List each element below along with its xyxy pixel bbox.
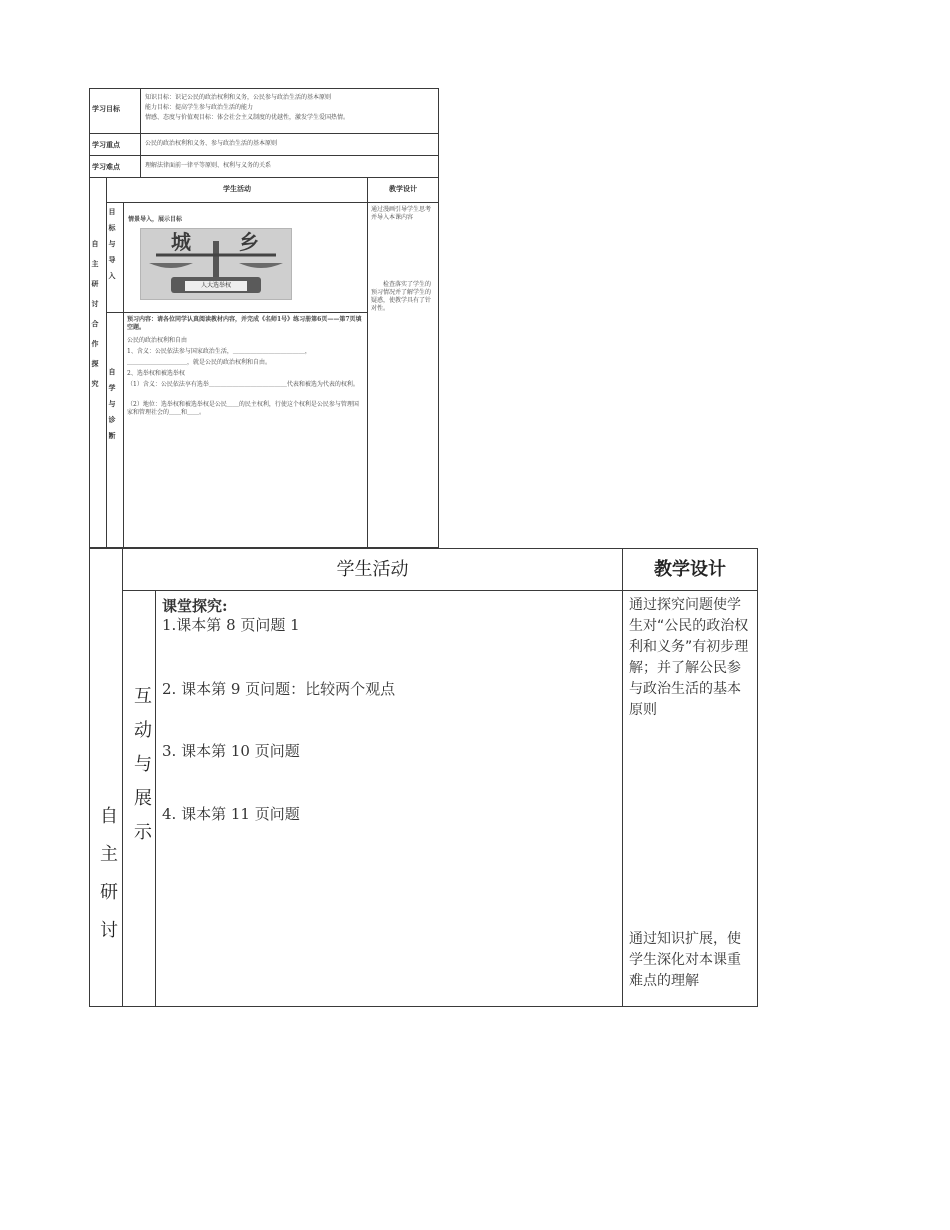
goals-line-2: 能力目标：提高学生参与政治生活的能力 xyxy=(145,104,254,111)
scale-right-text: 乡 xyxy=(239,230,259,254)
focus-text: 公民的政治权利和义务、参与政治生活的基本原则 xyxy=(145,140,278,147)
goals-line-1: 知识目标：识记公民的政治权利和义务，公民参与政治生活的基本原则 xyxy=(145,94,332,101)
scale-cartoon-image xyxy=(140,228,292,300)
bottom-header-teaching: 教学设计 xyxy=(654,559,726,580)
goals-line-3: 情感、态度与价值观目标：体会社会主义制度的优越性，激发学生爱国热情。 xyxy=(145,114,350,121)
bottom-header-student: 学生活动 xyxy=(336,559,409,580)
difficulty-label: 学习难点 xyxy=(92,162,120,171)
bottom-side-label: 自主研讨 xyxy=(97,806,118,958)
self-study-line-5: （1）含义：公民依法享有选举＿＿＿＿＿＿＿＿＿＿＿＿＿代表和被选为代表的权利。 xyxy=(127,381,359,388)
bottom-design-note-2: 通过知识扩展，使学生深化对本课重难点的理解 xyxy=(629,931,741,989)
intro-section-label: 目标与导入 xyxy=(108,208,117,288)
intro-design-note: 通过漫画引导学生思考并导入本课内容 xyxy=(371,206,432,221)
top-header-student: 学生活动 xyxy=(223,184,251,193)
scale-plate-label: 人大选举权 xyxy=(185,281,247,291)
bottom-sub-label: 互动与展示 xyxy=(131,686,152,856)
inquiry-item-4: 4. 课本第 11 页问题 xyxy=(162,805,300,823)
bottom-design-note-1: 通过探究问题使学生对“公民的政治权利和义务”有初步理解；并了解公民参与政治生活的基本原则 xyxy=(629,597,749,718)
goals-label: 学习目标 xyxy=(92,104,120,113)
self-study-design-note: 检查落实了学生的预习情况并了解学生的疑惑，使教学具有了针对性。 xyxy=(371,281,432,312)
self-study-line-4: 2、选举权和被选举权 xyxy=(127,370,185,377)
self-study-line-6: （2）地位：选举权和被选举权是公民＿＿的民主权利，行使这个权利是公民参与管理国家和管理社会的＿＿和＿＿。 xyxy=(127,401,359,416)
intro-title: 情景导入，展示目标 xyxy=(128,216,183,223)
self-study-instruction: 预习内容：请各位同学认真阅读教材内容，并完成《名师1号》练习册第6页——第7页填空题。 xyxy=(127,316,362,331)
self-study-line-1: 公民的政治权利和自由 xyxy=(127,337,188,344)
scale-left-text: 城 xyxy=(171,230,191,254)
self-study-line-2: 1、含义：公民依法参与国家政治生活，＿＿＿＿＿＿＿＿＿＿＿＿， xyxy=(127,348,311,355)
inquiry-item-3: 3. 课本第 10 页问题 xyxy=(162,742,300,760)
difficulty-text: 理解法律面前一律平等原则、权利与义务的关系 xyxy=(145,162,272,169)
focus-label: 学习重点 xyxy=(92,140,120,149)
top-header-teaching: 教学设计 xyxy=(389,184,417,193)
top-side-label: 自主研讨合作探究 xyxy=(91,240,100,400)
self-study-line-3: ＿＿＿＿＿＿＿＿＿＿，就是公民的政治权利和自由。 xyxy=(127,359,272,366)
inquiry-title: 课堂探究: xyxy=(162,597,228,615)
self-study-section-label: 自学与诊断 xyxy=(108,368,117,448)
inquiry-item-1: 1.课本第 8 页问题 1 xyxy=(162,616,300,634)
inquiry-item-2: 2. 课本第 9 页问题：比较两个观点 xyxy=(162,680,396,698)
